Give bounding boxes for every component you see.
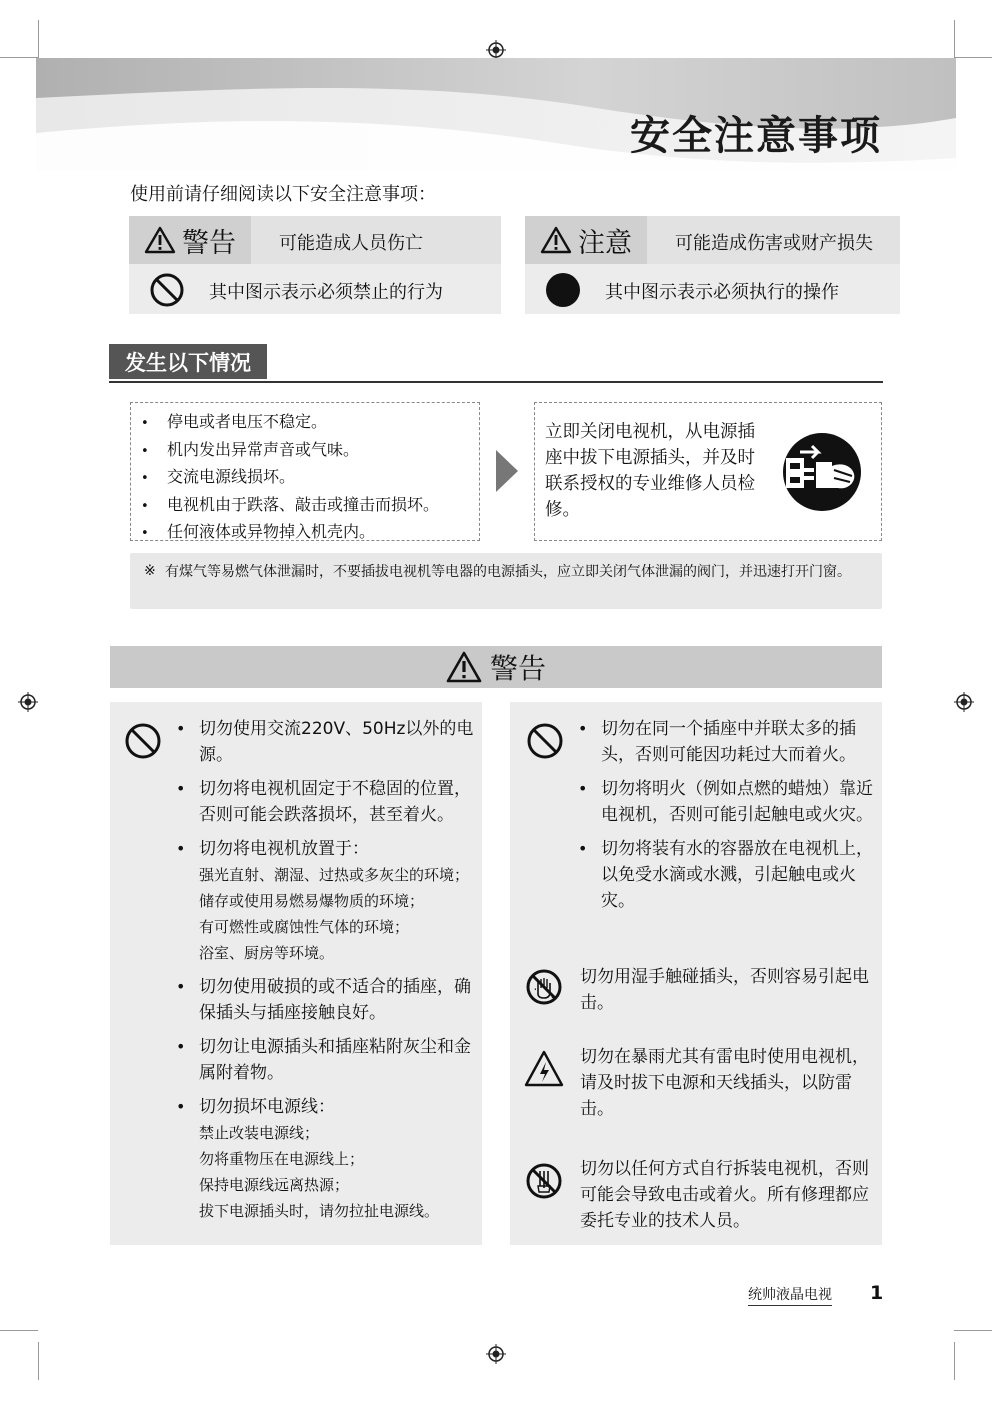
registration-mark-icon [486, 40, 506, 60]
legend-warning [129, 216, 501, 314]
warning-triangle-icon [446, 651, 482, 683]
warning-item: • 切勿损坏电源线： 禁止改装电源线； 勿将重物压在电源线上； 保持电源线远离热源； 拔下电源插头时，请勿拉扯电源线。 [176, 1094, 476, 1224]
legend-caution-symbol-text: 其中图示表示必须执行的操作 [605, 282, 839, 303]
mandatory-action-icon [545, 272, 581, 308]
legend-caution-desc: 可能造成伤害或财产损失 [675, 233, 873, 254]
legend-caution-label: 注意 [578, 227, 632, 259]
crop-mark [954, 20, 955, 58]
conditions-box [130, 402, 480, 541]
crop-mark [38, 1342, 39, 1380]
warning-subitem: 拔下电源插头时，请勿拉扯电源线。 [199, 1202, 440, 1220]
prohibition-icon [149, 272, 185, 308]
warning-subitem: 勿将重物压在电源线上； [199, 1150, 365, 1168]
caution-triangle-icon [540, 226, 572, 254]
warning-item: • 切勿将装有水的容器放在电视机上，以免受水滴或水溅，引起触电或火灾。 [578, 836, 874, 914]
warning-subitem: 浴室、厨房等环境。 [199, 944, 335, 962]
note-box [130, 553, 882, 609]
prohibition-icon [526, 722, 564, 760]
legend-warning-label: 警告 [182, 227, 236, 259]
warning-item: • 切勿在同一个插座中并联太多的插头，否则可能因功耗过大而着火。 [578, 716, 874, 768]
warning-triangle-icon [144, 226, 176, 254]
condition-item: • 电视机由于跌落、敲击或撞击而损坏。 [141, 494, 440, 514]
condition-item: • 机内发出异常声音或气味。 [141, 439, 360, 459]
crop-mark [0, 1330, 38, 1331]
crop-mark [38, 20, 39, 58]
warning-item: • 切勿让电源插头和插座粘附灰尘和金属附着物。 [176, 1034, 476, 1086]
warning-subitem: 保持电源线远离热源； [199, 1176, 350, 1194]
legend-warning-desc: 可能造成人员伤亡 [279, 233, 423, 254]
registration-mark-icon [18, 692, 38, 712]
warning-subitem: 有可燃性或腐蚀性气体的环境； [199, 918, 410, 936]
warning-right-column [510, 702, 882, 1245]
condition-item: • 任何液体或异物掉入机壳内。 [141, 522, 376, 541]
no-disassembly-icon [525, 1162, 563, 1200]
page-number: 1 [870, 1282, 884, 1304]
warning-subitem: 强光直射、潮湿、过热或多灰尘的环境； [199, 866, 470, 884]
crop-mark [954, 57, 992, 58]
section-title: 发生以下情况 [109, 344, 267, 379]
crop-mark [954, 1342, 955, 1380]
thunderstorm-warning: 切勿在暴雨尤其有雷电时使用电视机，请及时拔下电源和天线插头，以防雷击。 [580, 1047, 869, 1119]
warning-section-title: 警告 [489, 652, 546, 685]
legend-caution-tag [525, 216, 647, 264]
intro-text: 使用前请仔细阅读以下安全注意事项： [130, 184, 436, 205]
condition-item: • 停电或者电压不稳定。 [141, 412, 328, 431]
warning-subitem: 禁止改装电源线； [199, 1124, 320, 1142]
electric-shock-icon [524, 1050, 564, 1088]
wet-hands-warning: 切勿用湿手触碰插头，否则容易引起电击。 [580, 967, 869, 1013]
section-divider [109, 381, 883, 383]
warning-item: • 切勿使用破损的或不适合的插座，确保插头与插座接触良好。 [176, 974, 476, 1026]
warning-item: • 切勿使用交流220V、50Hz以外的电源。 [176, 716, 476, 768]
warning-left-column [110, 702, 482, 1245]
arrow-right-icon [496, 450, 518, 492]
footer-brand: 统帅液晶电视 [748, 1284, 832, 1306]
registration-mark-icon [486, 1344, 506, 1364]
note-mark: ※ [144, 563, 156, 579]
legend-caution [525, 216, 900, 314]
crop-mark [0, 57, 38, 58]
condition-item: • 交流电源线损坏。 [141, 467, 296, 486]
prohibition-icon [124, 722, 162, 760]
no-wet-hands-icon [525, 968, 563, 1006]
registration-mark-icon [954, 692, 974, 712]
warning-item: • 切勿将明火（例如点燃的蜡烛）靠近电视机，否则可能引起触电或火灾。 [578, 776, 874, 828]
warning-item: • 切勿将电视机固定于不稳固的位置，否则可能会跌落损坏，甚至着火。 [176, 776, 476, 828]
note-text: 有煤气等易燃气体泄漏时，不要插拔电视机等电器的电源插头，应立即关闭气体泄漏的阀门，并迅速打开门窗。 [165, 564, 851, 580]
warning-item: • 切勿将电视机放置于： 强光直射、潮湿、过热或多灰尘的环境； 储存或使用易燃易爆物质的环境； 有可燃性或腐蚀性气体的环境； 浴室、厨房等环境。 [176, 836, 476, 966]
disassembly-warning: 切勿以任何方式自行拆装电视机，否则可能会导致电击或着火。所有修理都应委托专业的技术人员。 [580, 1159, 869, 1231]
action-text: 立即关闭电视机，从电源插座中拔下电源插头，并及时联系授权的专业维修人员检修。 [545, 422, 755, 520]
legend-warning-tag [129, 216, 251, 264]
legend-warning-symbol-text: 其中图示表示必须禁止的行为 [209, 282, 443, 303]
crop-mark [954, 1330, 992, 1331]
unplug-icon [782, 432, 862, 512]
warning-subitem: 储存或使用易燃易爆物质的环境； [199, 892, 425, 910]
warning-section-header [110, 646, 882, 688]
page-title: 安全注意事项 [630, 113, 882, 159]
